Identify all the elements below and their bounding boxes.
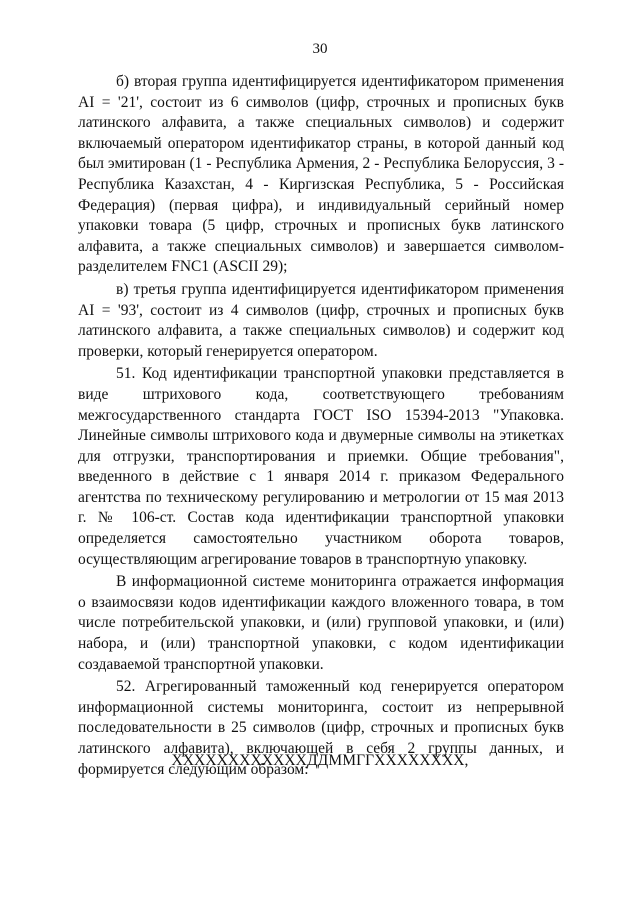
code-format-line: XXXXXXXXXXXXДДММГГXXXXXXXX, xyxy=(171,752,469,769)
paragraph-v: в) третья группа идентифицируется идентификатором применения AI = '93', состоит из 4 символов (цифр, строчных и прописных букв латинского алфавита, а также специальных символов) и содержит код проверки, который генерируется оператором. xyxy=(78,280,564,360)
paragraph-51: 51. Код идентификации транспортной упаковки представляется в виде штрихового кода, соответствующего требованиям межгосударственного стандарта ГОСТ ISO 15394-2013 "Упаковка. Линейные символы штрихового кода и двумерные символы на этикетках для отгрузки, транспортирования и приемки. Общие требования", введенного в действие с 1 января 2014 г. приказом Федерального агентства по техническому регулированию и метрологии от 15 мая 2013 г. № 106-ст. Состав кода идентификации транспортной упаковки определяется самостоятельно участником оборота товаров, осуществляющим агрегирование товаров в транспортную упаковку. xyxy=(78,365,564,568)
paragraph-52: 52. Агрегированный таможенный код генерируется оператором информационной системы мониторинга, состоит из непрерывной последовательности в 25 символов (цифр, строчных и прописных букв латинского алфавита), включающей в себя 2 группы данных, и формируется следующим образом: xyxy=(78,678,564,778)
page-number: 30 xyxy=(312,41,328,57)
paragraph-monitoring: В информационной системе мониторинга отражается информация о взаимосвязи кодов идентификации каждого вложенного товара, в том числе потребительской упаковки, и (или) групповой упаковки, и (или) набора, и (или) транспортной упаковки, с кодом идентификации создаваемой транспортной упаковки. xyxy=(78,573,564,673)
body-text xyxy=(78,72,564,780)
paragraph-b: б) вторая группа идентифицируется идентификатором применения AI = '21', состоит из 6 символов (цифр, строчных и прописных букв латинского алфавита, а также специальных символов) и содержит включаемый оператором идентификатор страны, в которой данный код был эмитирован (1 - Республика Армения, 2 - Республика Белоруссия, 3 - Республика Казахстан, 4 - Киргизская Республика, 5 - Российская Федерация) (первая цифра), и индивидуальный серийный номер упаковки товара (5 цифр, строчных и прописных букв латинского алфавита, а также специальных символов) и завершается символом-разделителем FNC1 (ASCII 29); xyxy=(78,73,564,276)
